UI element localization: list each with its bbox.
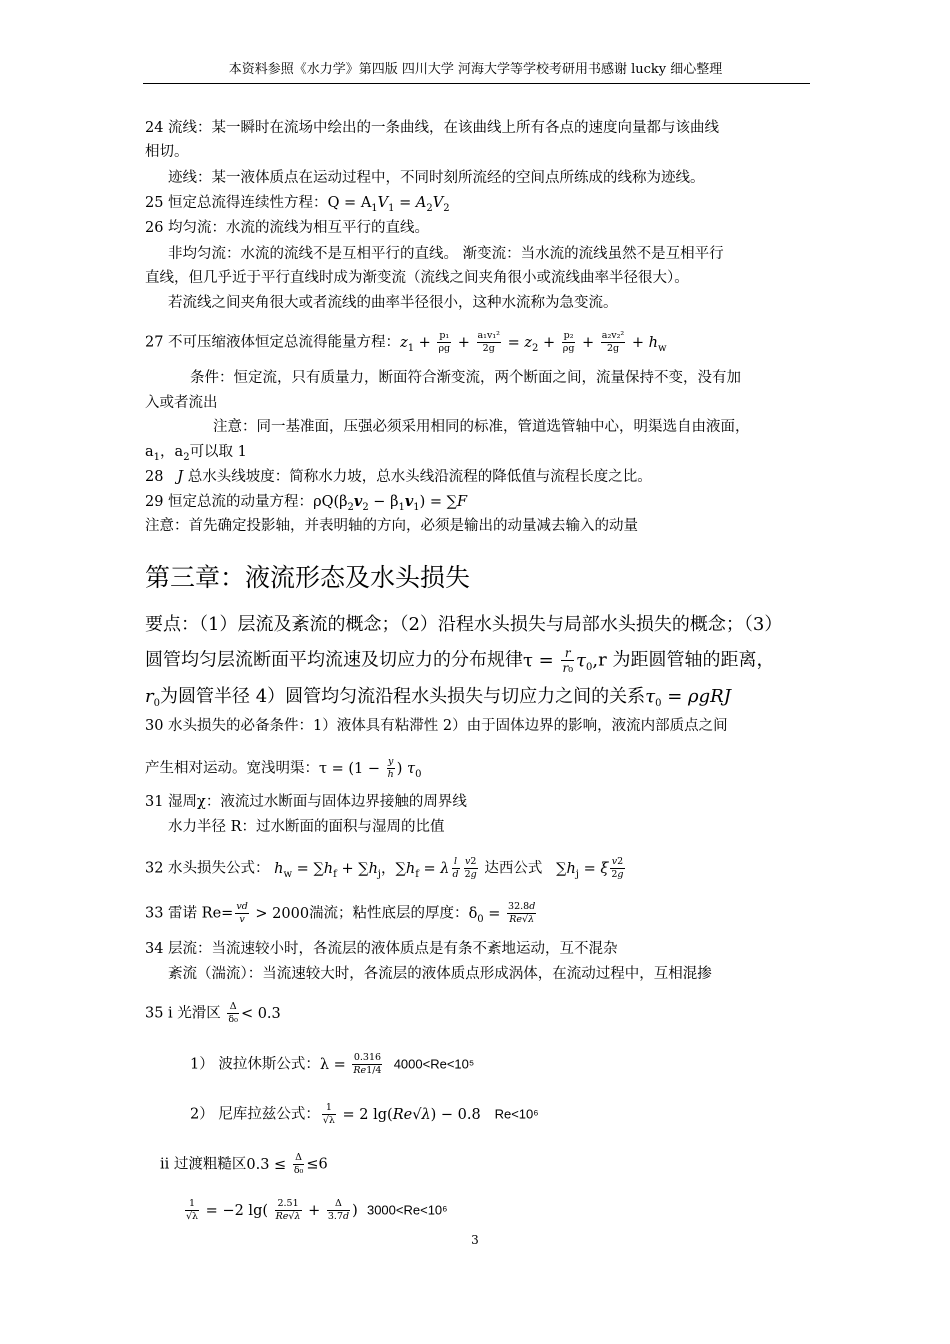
running-header: 本资料参照《水力学》第四版 四川大学 河海大学等学校考研用书感谢 lucky 细心整理 <box>228 62 723 77</box>
item-31-hydraulic-radius: 水力半径 R：过水断面的面积与湿周的比值 <box>168 819 445 835</box>
item-35-nikuradse: 2） 尼库拉兹公式： $\frac{1}{√\lambda}$ = 2 lg(Re√λ) − 0.8 Re<10⁶ <box>190 1102 539 1126</box>
item-26: 26 均匀流：水流的流线为相互平行的直线。 <box>145 220 430 236</box>
item-24-pathline: 迹线：某一液体质点在运动过程中，不同时刻所流经的空间点所练成的线称为迹线。 <box>168 170 705 186</box>
chapter-heading: 第三章：液流形态及水头损失 <box>145 563 471 592</box>
item-35-transition-zone: ii 过渡粗糙区0.3 ≤ $\frac{\Delta}{\text{δ₀}}$ ≤6 <box>160 1152 328 1176</box>
page-number: 3 <box>471 1233 479 1247</box>
item-33-reynolds: 33 雷诺 Re= $\frac{vd}{v}$ > 2000湍流；粘性底层的厚度：$\delta_0$ = $\frac{32.8d}{Re√\lambda}$ <box>145 901 536 925</box>
item-27-conditions-cont: 入或者流出 <box>145 395 218 411</box>
item-27-note-cont: $a_1$，$a_2$可以取 1 <box>145 444 247 463</box>
item-28: 28 J 总水头线坡度：简称水力坡，总水头线沿流程的降低值与流程长度之比。 <box>145 469 652 485</box>
item-29-momentum-equation: 29 恒定总流的动量方程：$\rho Q(\beta_2v_2 - \beta_1v_1) = \sum F$ <box>145 493 468 513</box>
item-24-line1: 24 流线：某一瞬时在流场中绘出的一条曲线，在该曲线上所有各点的速度向量都与该曲线 <box>145 120 720 136</box>
key-points-line2: 圆管均匀层流断面平均流速及切应力的分布规律τ = $\frac{r}{\text{r₀}}$ $\tau_0,r$ 为距圆管轴的距离， <box>145 646 775 675</box>
item-27-conditions: 条件：恒定流，只有质量力，断面符合渐变流，两个断面之间，流量保持不变，没有加 <box>190 370 741 386</box>
item-35-colebrook: $\frac{1}{√\lambda}$ = −2 lg( $\frac{2.51}{Re√\lambda}$ + $\frac{\Delta}{3.7d}$ ) 3000<Re<10⁶ <box>186 1198 448 1222</box>
item-35-smooth-zone: 35 i 光滑区 $\frac{\Delta}{\text{δ₀}}$ < 0.3 <box>145 1001 281 1025</box>
item-26-gradual: 直线，但几乎近于平行直线时成为渐变流（流线之间夹角很小或流线曲率半径很大）。 <box>145 270 689 286</box>
item-29-note: 注意：首先确定投影轴，并表明轴的方向，必须是输出的动量减去输入的动量 <box>145 518 638 534</box>
item-24-line2: 相切。 <box>145 144 189 160</box>
header-rule <box>143 83 810 84</box>
key-points-line3: $r_0$为圆管半径 4）圆管均匀流沿程水头损失与切应力之间的关系$\tau_0 = \rho gRJ$ <box>145 686 731 709</box>
item-30-cont: 产生相对运动。宽浅明渠：τ = (1 − $\frac{y}{h}$ ) $\tau_0$ <box>145 756 422 780</box>
key-points-line1: 要点：（1）层流及紊流的概念；（2）沿程水头损失与局部水头损失的概念；（3） <box>145 614 783 635</box>
item-25: 25 恒定总流得连续性方程：$Q = A_1V_1 = A_2V_2$ <box>145 195 450 214</box>
item-32-head-loss: 32 水头损失公式： $h_w = \sum h_f + \sum h_j$，$\sum h_f = \lambda$ $\frac{l}{d}$ $\frac{v2}{2g}$ 达西公式 $\sum h_j = \xi$ $\frac{v2}{2g}$ <box>145 856 624 880</box>
item-27-energy-equation: 27 不可压缩液体恒定总流得能量方程：$z_1$ + $\frac{\text{p₁}}{\rho g}$ + $\frac{\text{a₁v₁²}}{2g}$ = $z_2$ + $\frac{\text{p₂}}{\rho g}$ + $\frac{\text{a₂v₂²}}{2g}$ + $h_w$ <box>145 330 667 354</box>
item-34-laminar: 34 层流：当流速较小时，各流层的液体质点是有条不紊地运动，互不混杂 <box>145 941 618 957</box>
item-26-rapid: 若流线之间夹角很大或者流线的曲率半径很小，这种水流称为急变流。 <box>168 295 618 311</box>
item-30: 30 水头损失的必备条件：1）液体具有粘滞性 2）由于固体边界的影响，液流内部质点之间 <box>145 718 728 734</box>
item-26-nonuniform: 非均匀流：水流的流线不是互相平行的直线。 渐变流：当水流的流线虽然不是互相平行 <box>168 246 724 262</box>
item-31: 31 湿周χ：液流过水断面与固体边界接触的周界线 <box>145 794 467 810</box>
item-34-turbulent: 紊流（湍流）：当流速较大时，各流层的液体质点形成涡体，在流动过程中，互相混掺 <box>168 966 712 982</box>
item-27-note: 注意：同一基准面，压强必须采用相同的标准，管道选管轴中心，明渠选自由液面， <box>213 419 750 435</box>
item-35-blasius: 1） 波拉休斯公式：λ = $\frac{0.316}{Re1/4}$ 4000<Re<10⁵ <box>190 1052 475 1076</box>
